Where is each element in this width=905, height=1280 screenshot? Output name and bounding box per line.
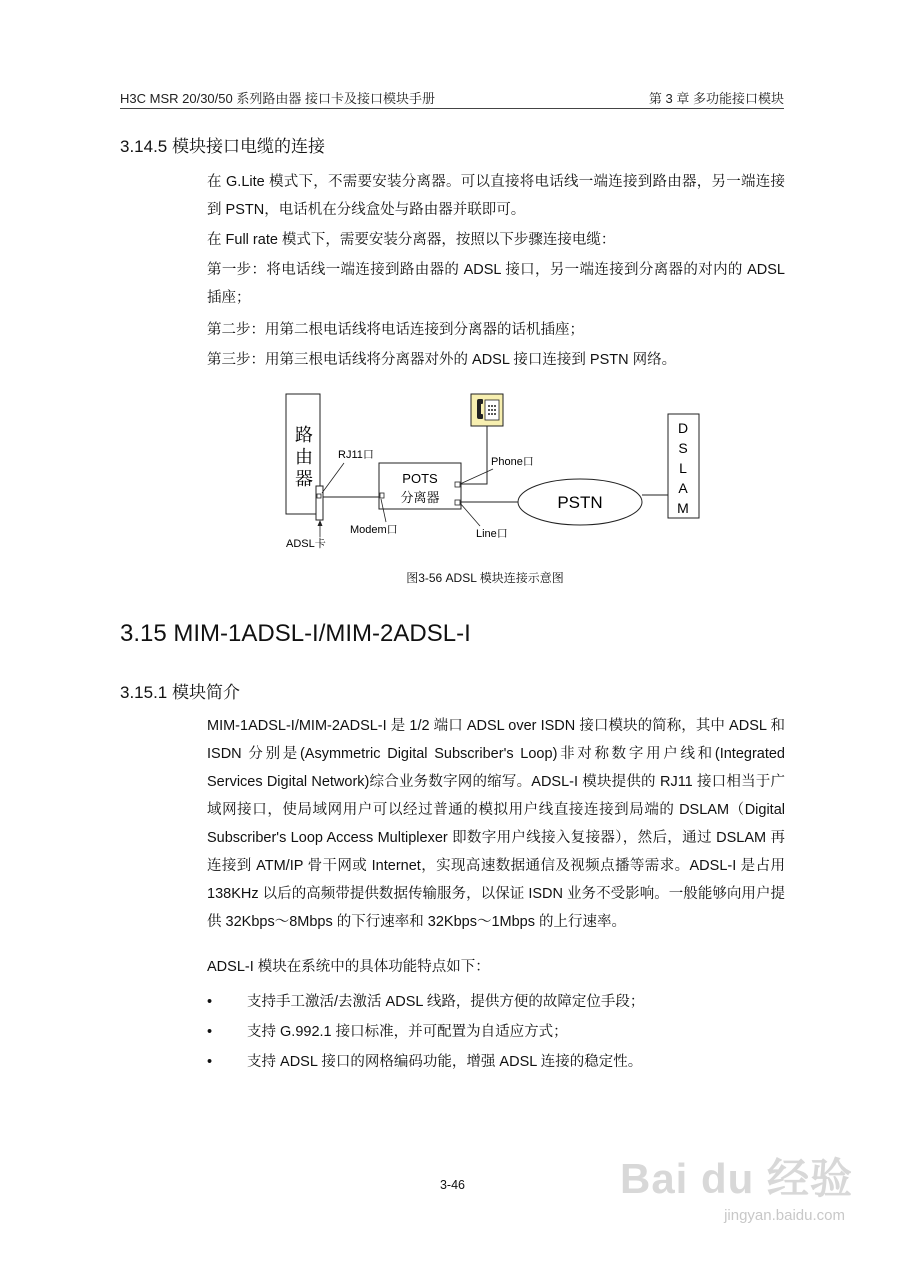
router-char-3: 器 [295,469,313,489]
header-rule [120,108,784,109]
rj11-label: RJ11口 [338,449,374,461]
bullet-icon: • [207,1024,213,1040]
adsl-card-label: ADSL卡 [286,538,326,550]
paragraph-module-intro: MIM-1ADSL-I/MIM-2ADSL-I 是 1/2 端口 ADSL over ISDN 接口模块的简称，其中 ADSL 和 ISDN 分别是(Asymmetric Digital Subscriber's Loop)非对称数字用户线和(Integrated Services Digital Network)综合业务数字网的缩写。ADSL-I 模块提供的 RJ11 接口相当于广域网接口，使局域网用户可以经过普通的模拟用户线直接连接到局端的 DSLAM（Digital Subscriber's Loop Access Multiplexer 即数字用户线接入复接器），然后，通过 DSLAM 再连接到 ATM/IP 骨干网或 Internet，实现高速数据通信及视频点播等需求。ADSL-I 是占用 138KHz 以后的高频带提供数据传输服务，以保证 ISDN 业务不受影响。一般能够向用户提供 32Kbps～8Mbps 的下行速率和 32Kbps～1Mbps 的上行速率。 [207,718,785,930]
dslam-char-d: D [677,420,689,436]
paragraph-glite: 在 G.Lite 模式下，不需要安装分离器。可以直接将电话线一端连接到路由器，另一端连接到 PSTN，电话机在分线盒处与路由器并联即可。 [207,174,785,218]
page-number: 3-46 [439,1178,466,1192]
bullet-text: 支持手工激活/去激活 ADSL 线路，提供方便的故障定位手段； [247,994,645,1010]
pstn-label: PSTN [557,493,603,512]
adsl-card-arrowhead [318,520,323,526]
step-two: 第二步：用第二根电话线将电话连接到分离器的话机插座； [207,322,584,338]
dslam-char-l: L [679,460,687,476]
phone-label: Phone口 [491,456,534,468]
adsl-card-port [316,486,323,520]
header-left: H3C MSR 20/30/50 系列路由器 接口卡及接口模块手册 [120,91,435,106]
modem-jack [380,493,384,498]
dslam-char-a: A [678,480,688,496]
baidu-jingyan-watermark-url: jingyan.baidu.com [724,1207,845,1224]
section-3-15-title: 3.15 MIM-1ADSL-I/MIM-2ADSL-I [120,620,471,647]
bullet-text: 支持 ADSL 接口的网格编码功能，增强 ADSL 连接的稳定性。 [247,1054,643,1070]
step-one: 第一步：将电话线一端连接到路由器的 ADSL 接口，另一端连接到分离器的对内的 ADSL 插座； [207,262,785,306]
list-item [207,1048,785,1076]
step-three: 第三步：用第三根电话线将分离器对外的 ADSL 接口连接到 PSTN 网络。 [207,352,677,368]
bullet-text: 支持 G.992.1 接口标准，并可配置为自适应方式； [247,1024,568,1040]
phone-jack [455,482,460,487]
bullet-icon: • [207,1054,213,1070]
header-right: 第 3 章 多功能接口模块 [648,91,784,106]
figure-caption: 图3-56 ADSL 模块连接示意图 [406,571,564,585]
baidu-jingyan-watermark-logo: Bai du 经验 [619,1155,853,1202]
list-item [207,988,785,1016]
line-pointer [460,503,480,526]
dslam-char-s: S [678,440,688,456]
line-label: Line口 [476,528,508,540]
modem-label: Modem口 [350,524,398,536]
cable-phone-splitter [460,426,487,484]
list-item [207,1018,785,1046]
splitter-label: 分离器 [400,490,440,505]
section-3-15-1-title: 3.15.1 模块简介 [120,683,240,702]
paragraph-fullrate: 在 Full rate 模式下，需要安装分离器，按照以下步骤连接电缆： [207,232,616,248]
rj11-pointer [322,463,344,493]
dslam-char-m: M [677,500,689,516]
line-jack [455,500,460,505]
rj11-jack [317,494,321,498]
section-3-14-5-title: 3.14.5 模块接口电缆的连接 [120,137,325,156]
paragraph-features-intro: ADSL-I 模块在系统中的具体功能特点如下： [207,959,490,975]
pots-label: POTS [402,471,438,486]
router-char-2: 由 [295,447,313,467]
adsl-connection-diagram [270,385,720,560]
bullet-icon: • [207,994,213,1010]
router-char-1: 路 [295,425,313,445]
phone-pointer [460,469,493,484]
